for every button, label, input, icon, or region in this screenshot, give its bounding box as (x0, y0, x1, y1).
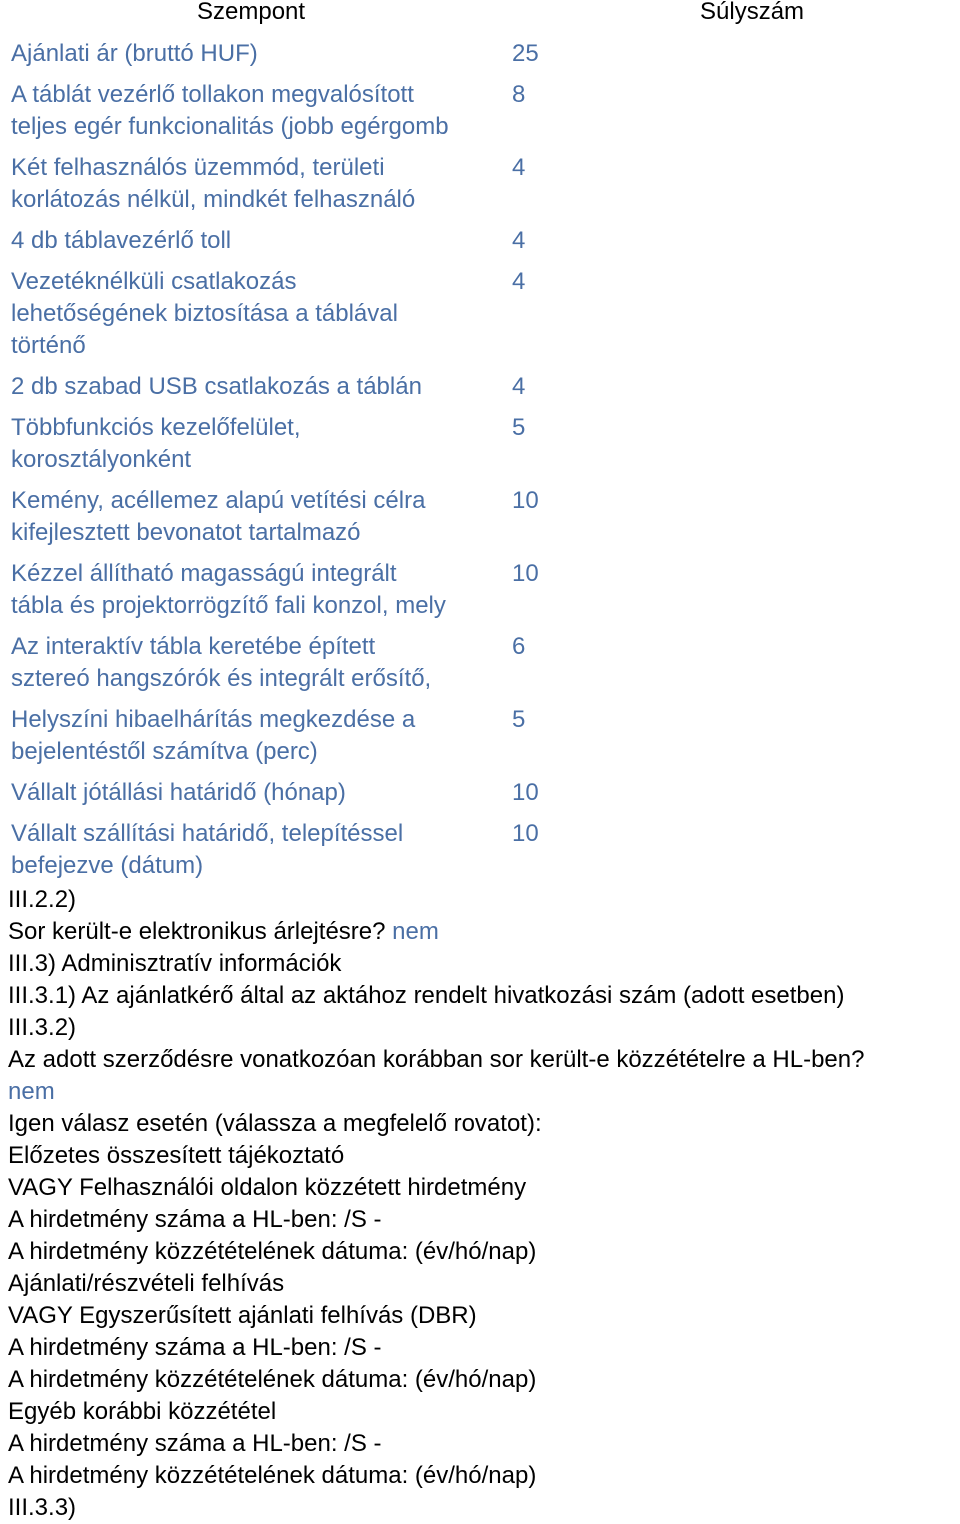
section-heading: III.3) Adminisztratív információk (8, 950, 342, 977)
criterion-text-line: befejezve (dátum) (11, 852, 204, 879)
criterion-row (0, 704, 960, 768)
criterion-text-line: Vállalt jótállási határidő (hónap) (11, 779, 346, 806)
criterion-row (0, 412, 960, 476)
criterion-row (0, 371, 960, 403)
notice-date-label: A hirdetmény közzétételének dátuma: (év/hó/nap) (8, 1462, 537, 1489)
criterion-text (0, 777, 511, 809)
criterion-row (0, 38, 960, 70)
criterion-text (0, 558, 511, 622)
criterion-text-line: Az interaktív tábla keretébe épített (11, 633, 376, 660)
option-label: Egyéb korábbi közzététel (8, 1398, 277, 1425)
criterion-weight: 10 (512, 560, 539, 587)
auction-question-text: Sor került-e elektronikus árlejtésre? (8, 918, 386, 945)
criterion-row (0, 631, 960, 695)
notice-date-label: A hirdetmény közzétételének dátuma: (év/hó/nap) (8, 1366, 537, 1393)
reference-number-label: III.3.1) Az ajánlatkérő által az aktához rendelt hivatkozási szám (adott esetben) (8, 982, 845, 1009)
criterion-weight: 5 (512, 414, 526, 441)
criterion-text-line: lehetőségének biztosítása a táblával (11, 300, 398, 327)
criterion-weight: 8 (512, 81, 526, 108)
criterion-row (0, 818, 960, 882)
notice-date-label: A hirdetmény közzétételének dátuma: (év/hó/nap) (8, 1238, 537, 1265)
criterion-column-header: Szempont (197, 0, 306, 25)
criterion-text (0, 704, 511, 768)
criterion-row (0, 485, 960, 549)
criterion-text-line: Két felhasználós üzemmód, területi (11, 154, 385, 181)
criterion-text (0, 371, 511, 403)
option-label: VAGY Felhasználói oldalon közzétett hirdetmény (8, 1174, 527, 1201)
criterion-text-line: 4 db táblavezérlő toll (11, 227, 232, 254)
notice-number-label: A hirdetmény száma a HL-ben: /S - (8, 1334, 382, 1361)
criterion-row (0, 266, 960, 362)
criterion-text-line: történő (11, 332, 86, 359)
criterion-weight: 5 (512, 706, 526, 733)
criterion-text-line: Kézzel állítható magasságú integrált (11, 560, 397, 587)
criterion-text (0, 79, 511, 143)
criterion-text (0, 38, 511, 70)
section-ref: III.3.2) (8, 1014, 77, 1041)
criterion-row (0, 777, 960, 809)
auction-answer: nem (392, 918, 439, 945)
criterion-text (0, 152, 511, 216)
option-label: VAGY Egyszerűsített ajánlati felhívás (DBR) (8, 1302, 477, 1329)
criterion-row (0, 152, 960, 216)
criterion-weight: 25 (512, 40, 539, 67)
criterion-weight: 10 (512, 820, 539, 847)
criterion-text-line: A táblát vezérlő tollakon megvalósított (11, 81, 414, 108)
auction-question (8, 916, 958, 948)
criterion-text (0, 818, 511, 882)
criterion-text-line: korosztályonként (11, 446, 192, 473)
criterion-text-line: bejelentéstől számítva (perc) (11, 738, 318, 765)
criterion-text-line: Helyszíni hibaelhárítás megkezdése a (11, 706, 416, 733)
criterion-weight: 10 (512, 779, 539, 806)
criterion-text (0, 631, 511, 695)
criterion-weight: 4 (512, 227, 526, 254)
criterion-text-line: Vezetéknélküli csatlakozás (11, 268, 297, 295)
criterion-text-line: Ajánlati ár (bruttó HUF) (11, 40, 258, 67)
prior-publication-question: Az adott szerződésre vonatkozóan korábban sor került-e közzétételre a HL-ben? (8, 1046, 865, 1073)
criterion-text (0, 412, 511, 476)
section-ref: III.3.3) (8, 1494, 77, 1521)
criterion-text-line: sztereó hangszórók és integrált erősítő, (11, 665, 432, 692)
criterion-text-line: Többfunkciós kezelőfelület, (11, 414, 301, 441)
criterion-text-line: 2 db szabad USB csatlakozás a táblán (11, 373, 422, 400)
procedure-information-section (8, 884, 958, 1524)
criterion-weight: 10 (512, 487, 539, 514)
option-label: Előzetes összesített tájékoztató (8, 1142, 345, 1169)
criterion-row (0, 79, 960, 143)
instruction-text: Igen válasz esetén (válassza a megfelelő rovatot): (8, 1110, 542, 1137)
criterion-text-line: Vállalt szállítási határidő, telepítéssel (11, 820, 404, 847)
criteria-table-header (0, 0, 960, 32)
criterion-text (0, 266, 511, 362)
section-ref: III.2.2) (8, 886, 77, 913)
prior-publication-answer: nem (8, 1078, 55, 1105)
criterion-text-line: korlátozás nélkül, mindkét felhasználó (11, 186, 416, 213)
criterion-text (0, 485, 511, 549)
notice-number-label: A hirdetmény száma a HL-ben: /S - (8, 1206, 382, 1233)
option-label: Ajánlati/részvételi felhívás (8, 1270, 285, 1297)
notice-number-label: A hirdetmény száma a HL-ben: /S - (8, 1430, 382, 1457)
criterion-text (0, 225, 511, 257)
criterion-text-line: kifejlesztett bevonatot tartalmazó (11, 519, 361, 546)
criterion-row (0, 225, 960, 257)
weight-column-header: Súlyszám (700, 0, 805, 25)
criterion-text-line: teljes egér funkcionalitás (jobb egérgomb (11, 113, 449, 140)
criterion-weight: 6 (512, 633, 526, 660)
criterion-weight: 4 (512, 373, 526, 400)
criterion-text-line: tábla és projektorrögzítő fali konzol, mely (11, 592, 446, 619)
criteria-table (0, 38, 960, 891)
criterion-row (0, 558, 960, 622)
criterion-weight: 4 (512, 268, 526, 295)
criterion-weight: 4 (512, 154, 526, 181)
criterion-text-line: Kemény, acéllemez alapú vetítési célra (11, 487, 426, 514)
